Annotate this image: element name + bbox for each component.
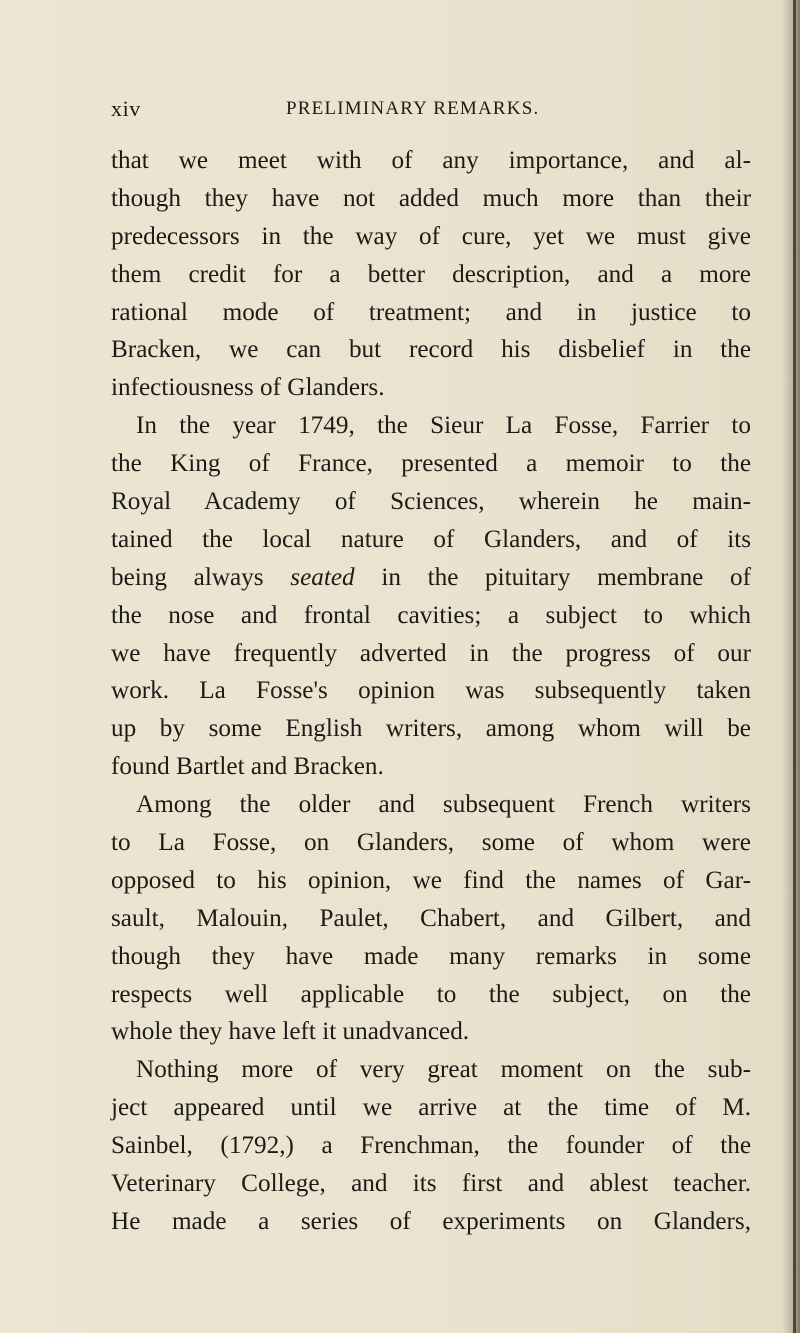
- text-line: though they have not added much more than their: [111, 184, 751, 212]
- text-line: sault, Malouin, Paulet, Chabert, and Gilbert, and: [111, 904, 751, 932]
- text-line: Among the older and subsequent French writers: [136, 791, 751, 819]
- text-line: whole they have left it unadvanced.: [111, 1018, 470, 1046]
- text-line: though they have made many remarks in some: [111, 942, 751, 970]
- text-line: we have frequently adverted in the progress of our: [111, 639, 751, 667]
- text-line: predecessors in the way of cure, yet we must give: [111, 222, 751, 250]
- text-line: rational mode of treatment; and in justice to: [111, 298, 751, 326]
- italic-word: seated: [290, 563, 355, 591]
- text-line: them credit for a better description, and a more: [111, 260, 751, 288]
- page-edge-line: [793, 0, 796, 1333]
- text-line: to La Fosse, on Glanders, some of whom were: [111, 829, 751, 857]
- text-line: that we meet with of any importance, and al-: [111, 147, 751, 174]
- text-line: He made a series of experiments on Glanders,: [111, 1207, 751, 1235]
- text-line: the nose and frontal cavities; a subject to which: [111, 601, 751, 629]
- body-text: [111, 142, 751, 1241]
- text-line: ject appeared until we arrive at the time of M.: [111, 1094, 751, 1122]
- running-head: [111, 96, 711, 130]
- page-number: xiv: [111, 96, 141, 121]
- text-line: Royal Academy of Sciences, wherein he main-: [111, 488, 751, 516]
- text-line: work. La Fosse's opinion was subsequently taken: [111, 677, 751, 705]
- text-line: up by some English writers, among whom will be: [111, 715, 751, 743]
- text-line: Veterinary College, and its first and ablest teacher.: [111, 1170, 751, 1198]
- text-line: tained the local nature of Glanders, and of its: [111, 525, 751, 553]
- text-line: Nothing more of very great moment on the sub-: [136, 1056, 751, 1084]
- text-segment: being always: [111, 563, 264, 591]
- text-line: the King of France, presented a memoir to the: [111, 450, 751, 478]
- text-line: infectiousness of Glanders.: [111, 374, 385, 402]
- text-line-with-emphasis: [111, 559, 751, 597]
- page-edge-shadow: [782, 0, 800, 1333]
- text-line: Bracken, we can but record his disbelief in the: [111, 336, 751, 364]
- text-line: opposed to his opinion, we find the names of Gar-: [111, 866, 751, 894]
- text-line: respects well applicable to the subject, on the: [111, 980, 751, 1008]
- header-title: PRELIMINARY REMARKS.: [286, 98, 540, 119]
- text-line: found Bartlet and Bracken.: [111, 753, 384, 781]
- text-segment: in the pituitary membrane of: [381, 563, 752, 591]
- text-line: Sainbel, (1792,) a Frenchman, the founder of the: [111, 1132, 751, 1160]
- text-line: In the year 1749, the Sieur La Fosse, Farrier to: [136, 412, 751, 440]
